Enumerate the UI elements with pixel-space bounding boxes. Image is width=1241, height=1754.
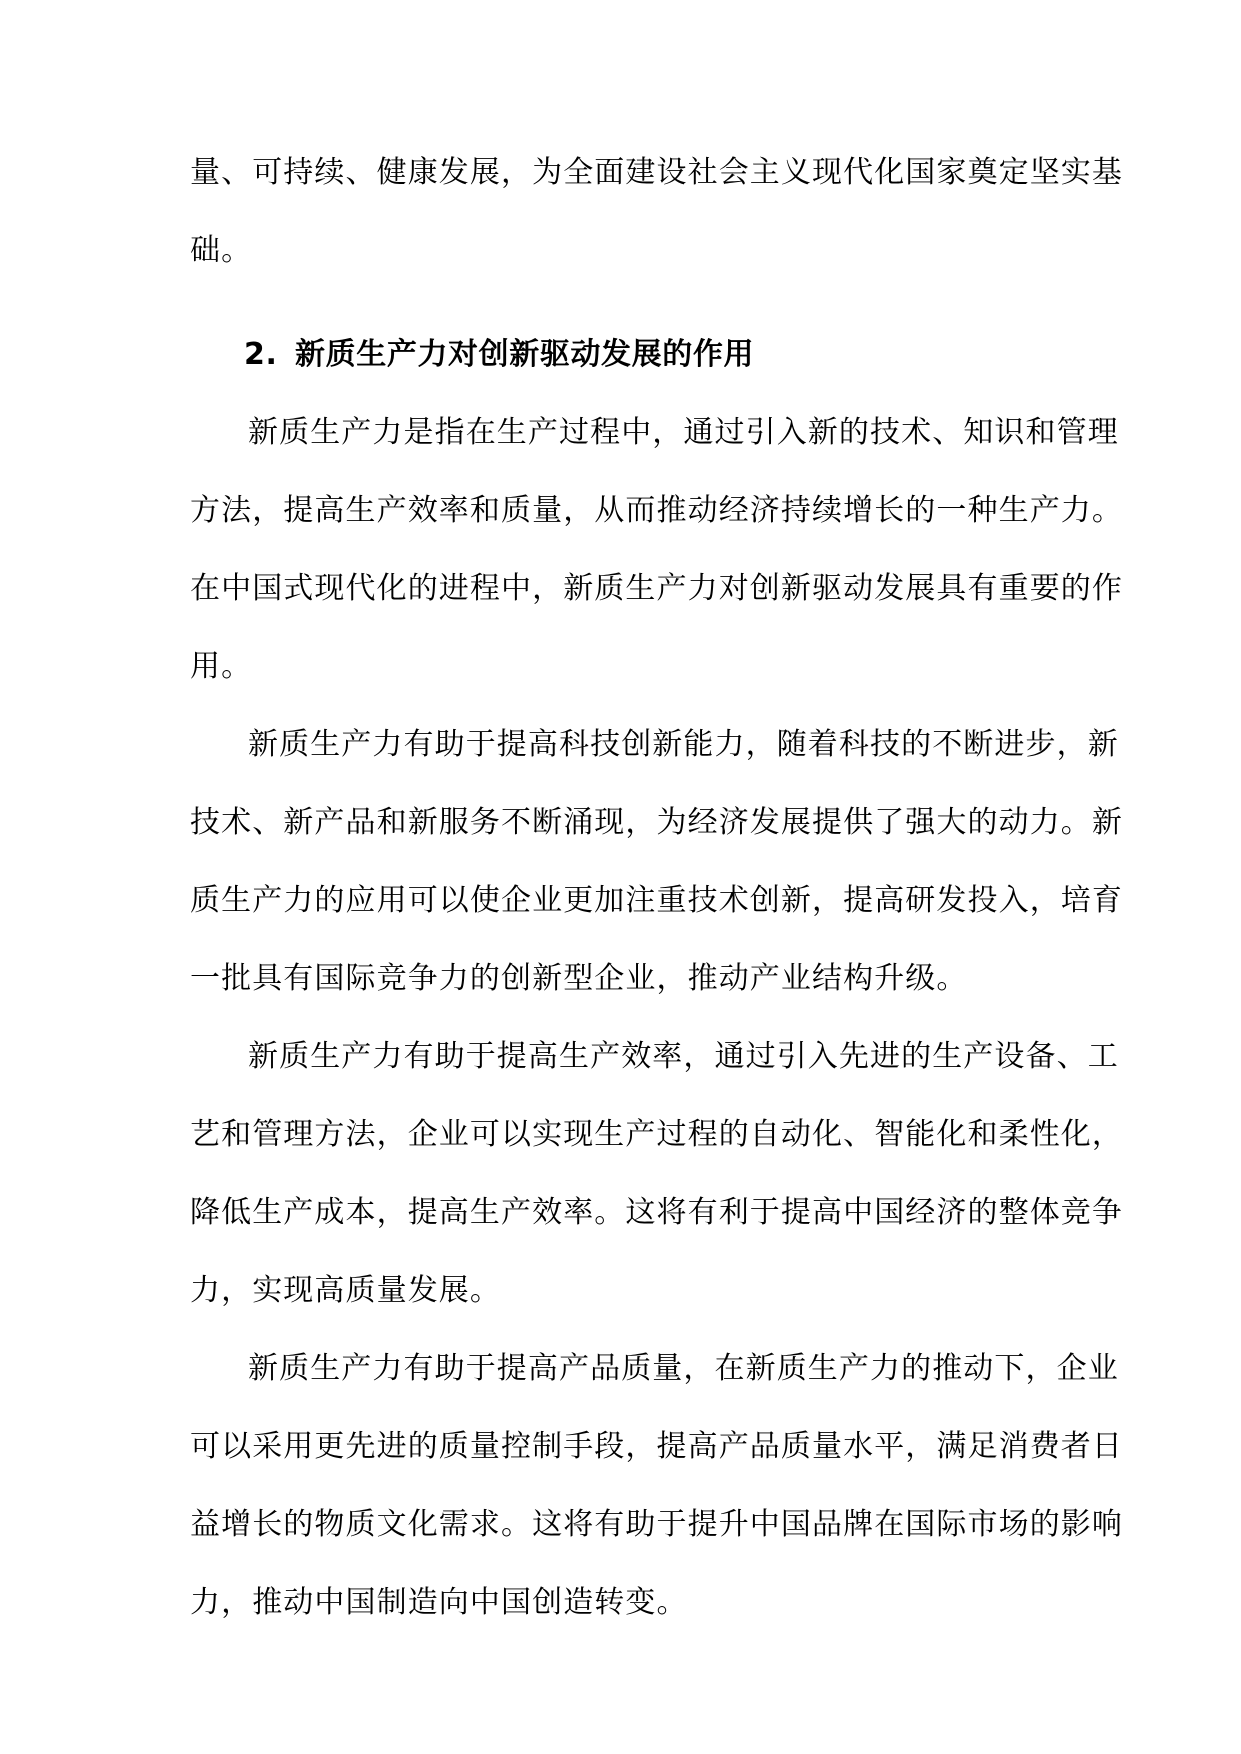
text-line: 用。 [190,649,253,684]
text-line: 新质生产力有助于提高生产效率，通过引入先进的生产设备、工 [248,1039,1119,1074]
text-line: 艺和管理方法，企业可以实现生产过程的自动化、智能化和柔性化， [190,1117,1123,1152]
text-line: 力，实现高质量发展。 [190,1273,501,1308]
continuation-paragraph [190,134,1123,290]
section-heading [244,316,754,394]
text-line: 降低生产成本，提高生产效率。这将有利于提高中国经济的整体竞争 [190,1195,1123,1230]
section-body [190,394,1123,1642]
text-line: 新质生产力有助于提高科技创新能力，随着科技的不断进步，新 [248,727,1119,762]
text-line: 质生产力的应用可以使企业更加注重技术创新，提高研发投入，培育 [190,883,1123,918]
paragraph-3 [190,1018,1123,1330]
text-line: 量、可持续、健康发展，为全面建设社会主义现代化国家奠定坚实基 [190,155,1123,190]
section-number: 2. [244,337,278,372]
text-line: 可以采用更先进的质量控制手段，提高产品质量水平，满足消费者日 [190,1429,1123,1464]
text-line: 新质生产力是指在生产过程中，通过引入新的技术、知识和管理 [248,415,1119,450]
text-line: 技术、新产品和新服务不断涌现，为经济发展提供了强大的动力。新 [190,805,1123,840]
text-line: 一批具有国际竞争力的创新型企业，推动产业结构升级。 [190,961,968,996]
text-line: 在中国式现代化的进程中，新质生产力对创新驱动发展具有重要的作 [190,571,1123,606]
section-title: 新质生产力对创新驱动发展的作用 [295,337,755,372]
text-line: 力，推动中国制造向中国创造转变。 [190,1585,688,1620]
text-line: 方法，提高生产效率和质量，从而推动经济持续增长的一种生产力。 [190,493,1123,528]
text-line: 益增长的物质文化需求。这将有助于提升中国品牌在国际市场的影响 [190,1507,1123,1542]
paragraph-1 [190,394,1123,706]
paragraph-2 [190,706,1123,1018]
text-line: 础。 [190,233,253,268]
text-line: 新质生产力有助于提高产品质量，在新质生产力的推动下，企业 [248,1351,1119,1386]
paragraph-4 [190,1330,1123,1642]
